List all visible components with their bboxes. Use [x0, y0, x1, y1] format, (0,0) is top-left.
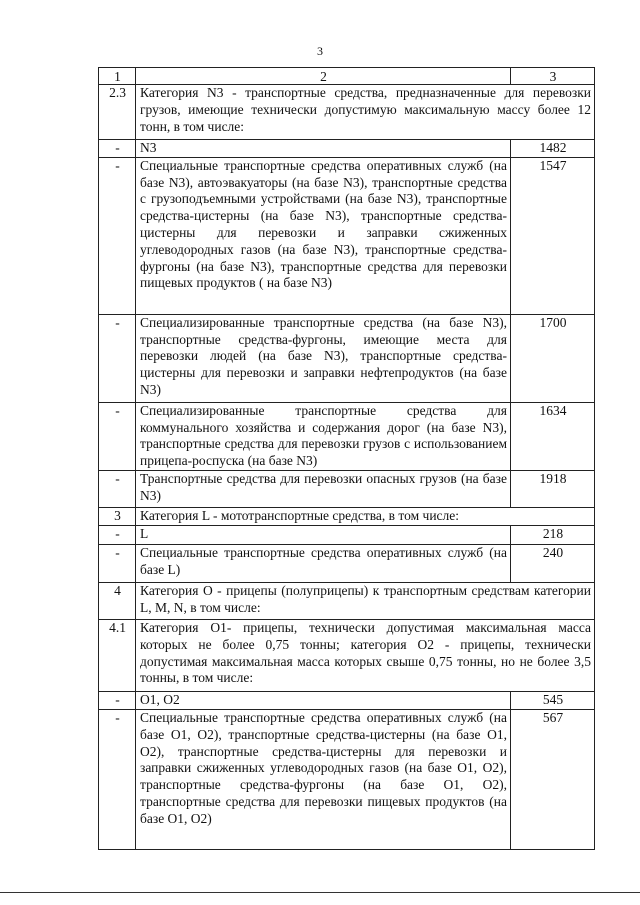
- row-code: 1634: [511, 402, 595, 470]
- row-description: N3: [136, 140, 511, 158]
- row-code: 545: [511, 691, 595, 709]
- row-number: -: [99, 157, 136, 314]
- row-number: -: [99, 525, 136, 544]
- table-row: [99, 85, 595, 140]
- page-bottom-rule: [0, 892, 640, 893]
- row-code: 1482: [511, 140, 595, 158]
- row-code: 1918: [511, 470, 595, 507]
- page-number: 3: [317, 44, 323, 58]
- row-number: -: [99, 544, 136, 582]
- row-description: Категория О1- прицепы, технически допустимая максимальная масса которых не более 0,75 тонны; категория О2 - прицепы, технически допустимая максимальная масса которых свыше 0,75 тонны, но не более 3,5 тонны, в том числе:: [136, 619, 595, 691]
- row-description: Категория О - прицепы (полуприцепы) к транспортным средствам категории L, M, N, в том числе:: [136, 582, 595, 619]
- row-description: Специализированные транспортные средства (на базе N3), транспортные средства-фургоны, имеющие места для перевозки людей (на базе N3), транспортные средства-цистерны для перевозки и заправки нефтепродуктов (на базе N3): [136, 314, 511, 402]
- table-header-row: [99, 68, 595, 85]
- row-description: Специальные транспортные средства оперативных служб (на базе О1, О2), транспортные средства-цистерны (на базе О1, О2), транспортные средства-цистерны для перевозки и заправки сжиженных углеводородных газов (на базе О1, О2), транспортные средства-фургоны (на базе О1, О2), транспортные средства для перевозки пищевых продуктов (на базе О1, О2): [136, 709, 511, 849]
- row-number: 2.3: [99, 85, 136, 140]
- table-row: [99, 157, 595, 314]
- row-number: -: [99, 314, 136, 402]
- vehicle-category-table: [98, 67, 595, 850]
- row-number: 3: [99, 507, 136, 525]
- table-row: [99, 525, 595, 544]
- table-row: [99, 140, 595, 158]
- row-number: 4.1: [99, 619, 136, 691]
- table-row: [99, 402, 595, 470]
- row-description: Транспортные средства для перевозки опасных грузов (на базе N3): [136, 470, 511, 507]
- column-header-1: 1: [99, 68, 136, 85]
- row-code: 240: [511, 544, 595, 582]
- table-row: [99, 507, 595, 525]
- table-row: [99, 314, 595, 402]
- table-row: [99, 544, 595, 582]
- row-description: О1, О2: [136, 691, 511, 709]
- row-description: Специальные транспортные средства оперативных служб (на базе L): [136, 544, 511, 582]
- table-row: [99, 470, 595, 507]
- row-number: -: [99, 402, 136, 470]
- column-header-3: 3: [511, 68, 595, 85]
- row-code: 567: [511, 709, 595, 849]
- row-description: Специальные транспортные средства оперативных служб (на базе N3), автоэвакуаторы (на базе N3), транспортные средства с грузоподъемными устройствами (на базе N3), транспортные средства-цистерны (на базе N3), транспортные средства-цистерны для перевозки и заправки сжиженных углеводородных газов (на базе N3), транспортные средства-фургоны (на базе N3), транспортные средства для перевозки пищевых продуктов ( на базе N3): [136, 157, 511, 314]
- table-row: [99, 709, 595, 849]
- row-description: Категория L - мототранспортные средства, в том числе:: [136, 507, 595, 525]
- row-number: -: [99, 691, 136, 709]
- row-code: 1700: [511, 314, 595, 402]
- row-code: 218: [511, 525, 595, 544]
- table-row: [99, 691, 595, 709]
- column-header-2: 2: [136, 68, 511, 85]
- row-code: 1547: [511, 157, 595, 314]
- row-description: Специализированные транспортные средства для коммунального хозяйства и содержания дорог (на базе N3), транспортные средства для перевозки грузов с использованием прицепа-роспуска (на базе N3): [136, 402, 511, 470]
- row-number: -: [99, 709, 136, 849]
- row-description: Категория N3 - транспортные средства, предназначенные для перевозки грузов, имеющие технически допустимую максимальную массу более 12 тонн, в том числе:: [136, 85, 595, 140]
- row-number: -: [99, 140, 136, 158]
- row-description: L: [136, 525, 511, 544]
- table-row: [99, 582, 595, 619]
- row-number: -: [99, 470, 136, 507]
- row-number: 4: [99, 582, 136, 619]
- table-row: [99, 619, 595, 691]
